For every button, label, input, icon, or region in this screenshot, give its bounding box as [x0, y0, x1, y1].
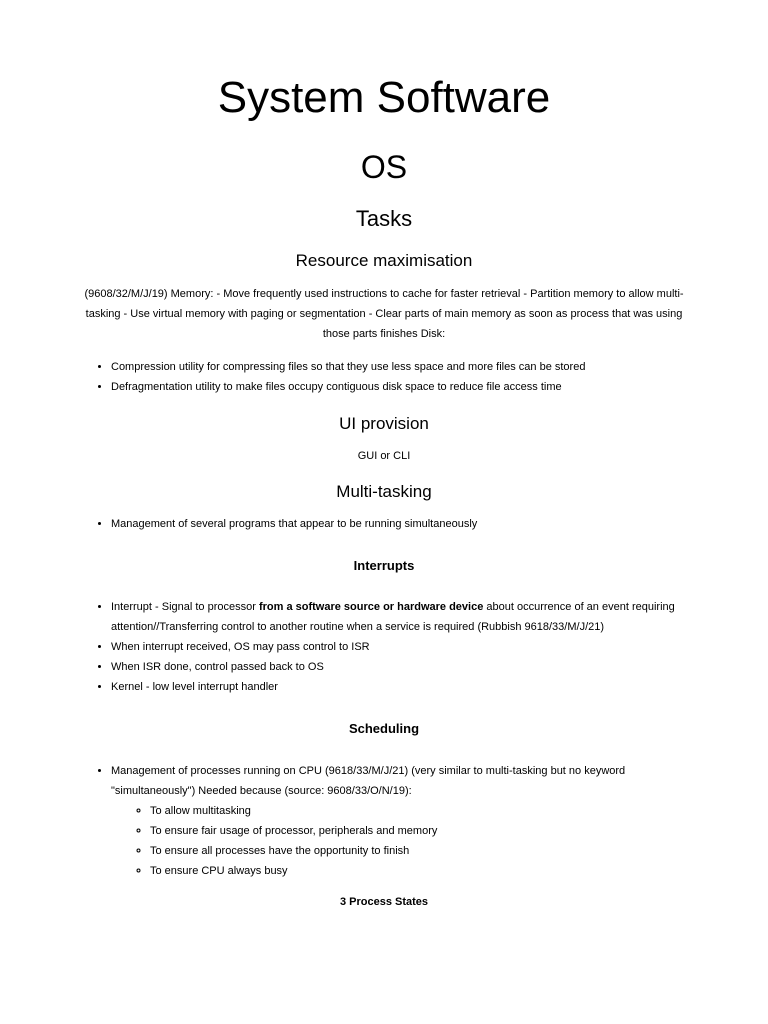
os-heading: OS [360, 149, 408, 185]
sub-list-item: ◦ To ensure all processes have the opportunity to finish [150, 841, 690, 861]
resource-list [80, 357, 690, 397]
ui-provision-text: GUI or CLI [357, 450, 411, 462]
page-title: System Software [217, 73, 551, 122]
interrupt-text-start: Interrupt - Signal to processor [111, 601, 259, 613]
interrupt-text-bold: from a software source or hardware device [258, 601, 484, 613]
interrupts-list [80, 597, 690, 697]
list-item: • When interrupt received, OS may pass control to ISR [111, 637, 690, 657]
process-states-heading: 3 Process States [339, 896, 429, 908]
list-item [111, 761, 690, 881]
list-item [111, 597, 690, 637]
list-item: • Defragmentation utility to make files occupy contiguous disk space to reduce file access time [111, 377, 690, 397]
scheduling-sublist [111, 801, 690, 881]
list-item: • When ISR done, control passed back to OS [111, 657, 690, 677]
scheduling-text: Management of processes running on CPU (9618/33/M/J/21) (very similar to multi-tasking but no keyword "simultaneously") Needed because (source: 9608/33/O/N/19): [111, 765, 626, 797]
scheduling-heading: Scheduling [348, 721, 420, 736]
scheduling-list [80, 761, 690, 881]
sub-list-item: ◦ To allow multitasking [150, 801, 690, 821]
resource-maximisation-heading: Resource maximisation [295, 251, 473, 270]
list-item: • Compression utility for compressing files so that they use less space and more files can be stored [111, 357, 690, 377]
list-item: • Kernel - low level interrupt handler [111, 677, 690, 697]
sub-list-item: ◦ To ensure fair usage of processor, peripherals and memory [150, 821, 690, 841]
interrupt-text-end: about occurrence of an event requiring attention//Transferring control to another routine when a service is required (Rubbish 9618/33/M/J/21) [111, 601, 675, 633]
tasks-heading: Tasks [355, 206, 413, 231]
multitasking-list [80, 514, 690, 534]
multitasking-heading: Multi-tasking [336, 482, 432, 501]
resource-paragraph: (9608/32/M/J/19) Memory: - Move frequently used instructions to cache for faster retrieval - Partition memory to allow multi-tasking - Use virtual memory with paging or segmentation - Clear parts of main memory as soon as process that was using those parts finishes Disk: [84, 288, 684, 340]
interrupts-heading: Interrupts [353, 558, 415, 573]
sub-list-item: ◦ To ensure CPU always busy [150, 861, 690, 881]
ui-provision-heading: UI provision [339, 414, 429, 433]
list-item: • Management of several programs that appear to be running simultaneously [111, 514, 690, 534]
